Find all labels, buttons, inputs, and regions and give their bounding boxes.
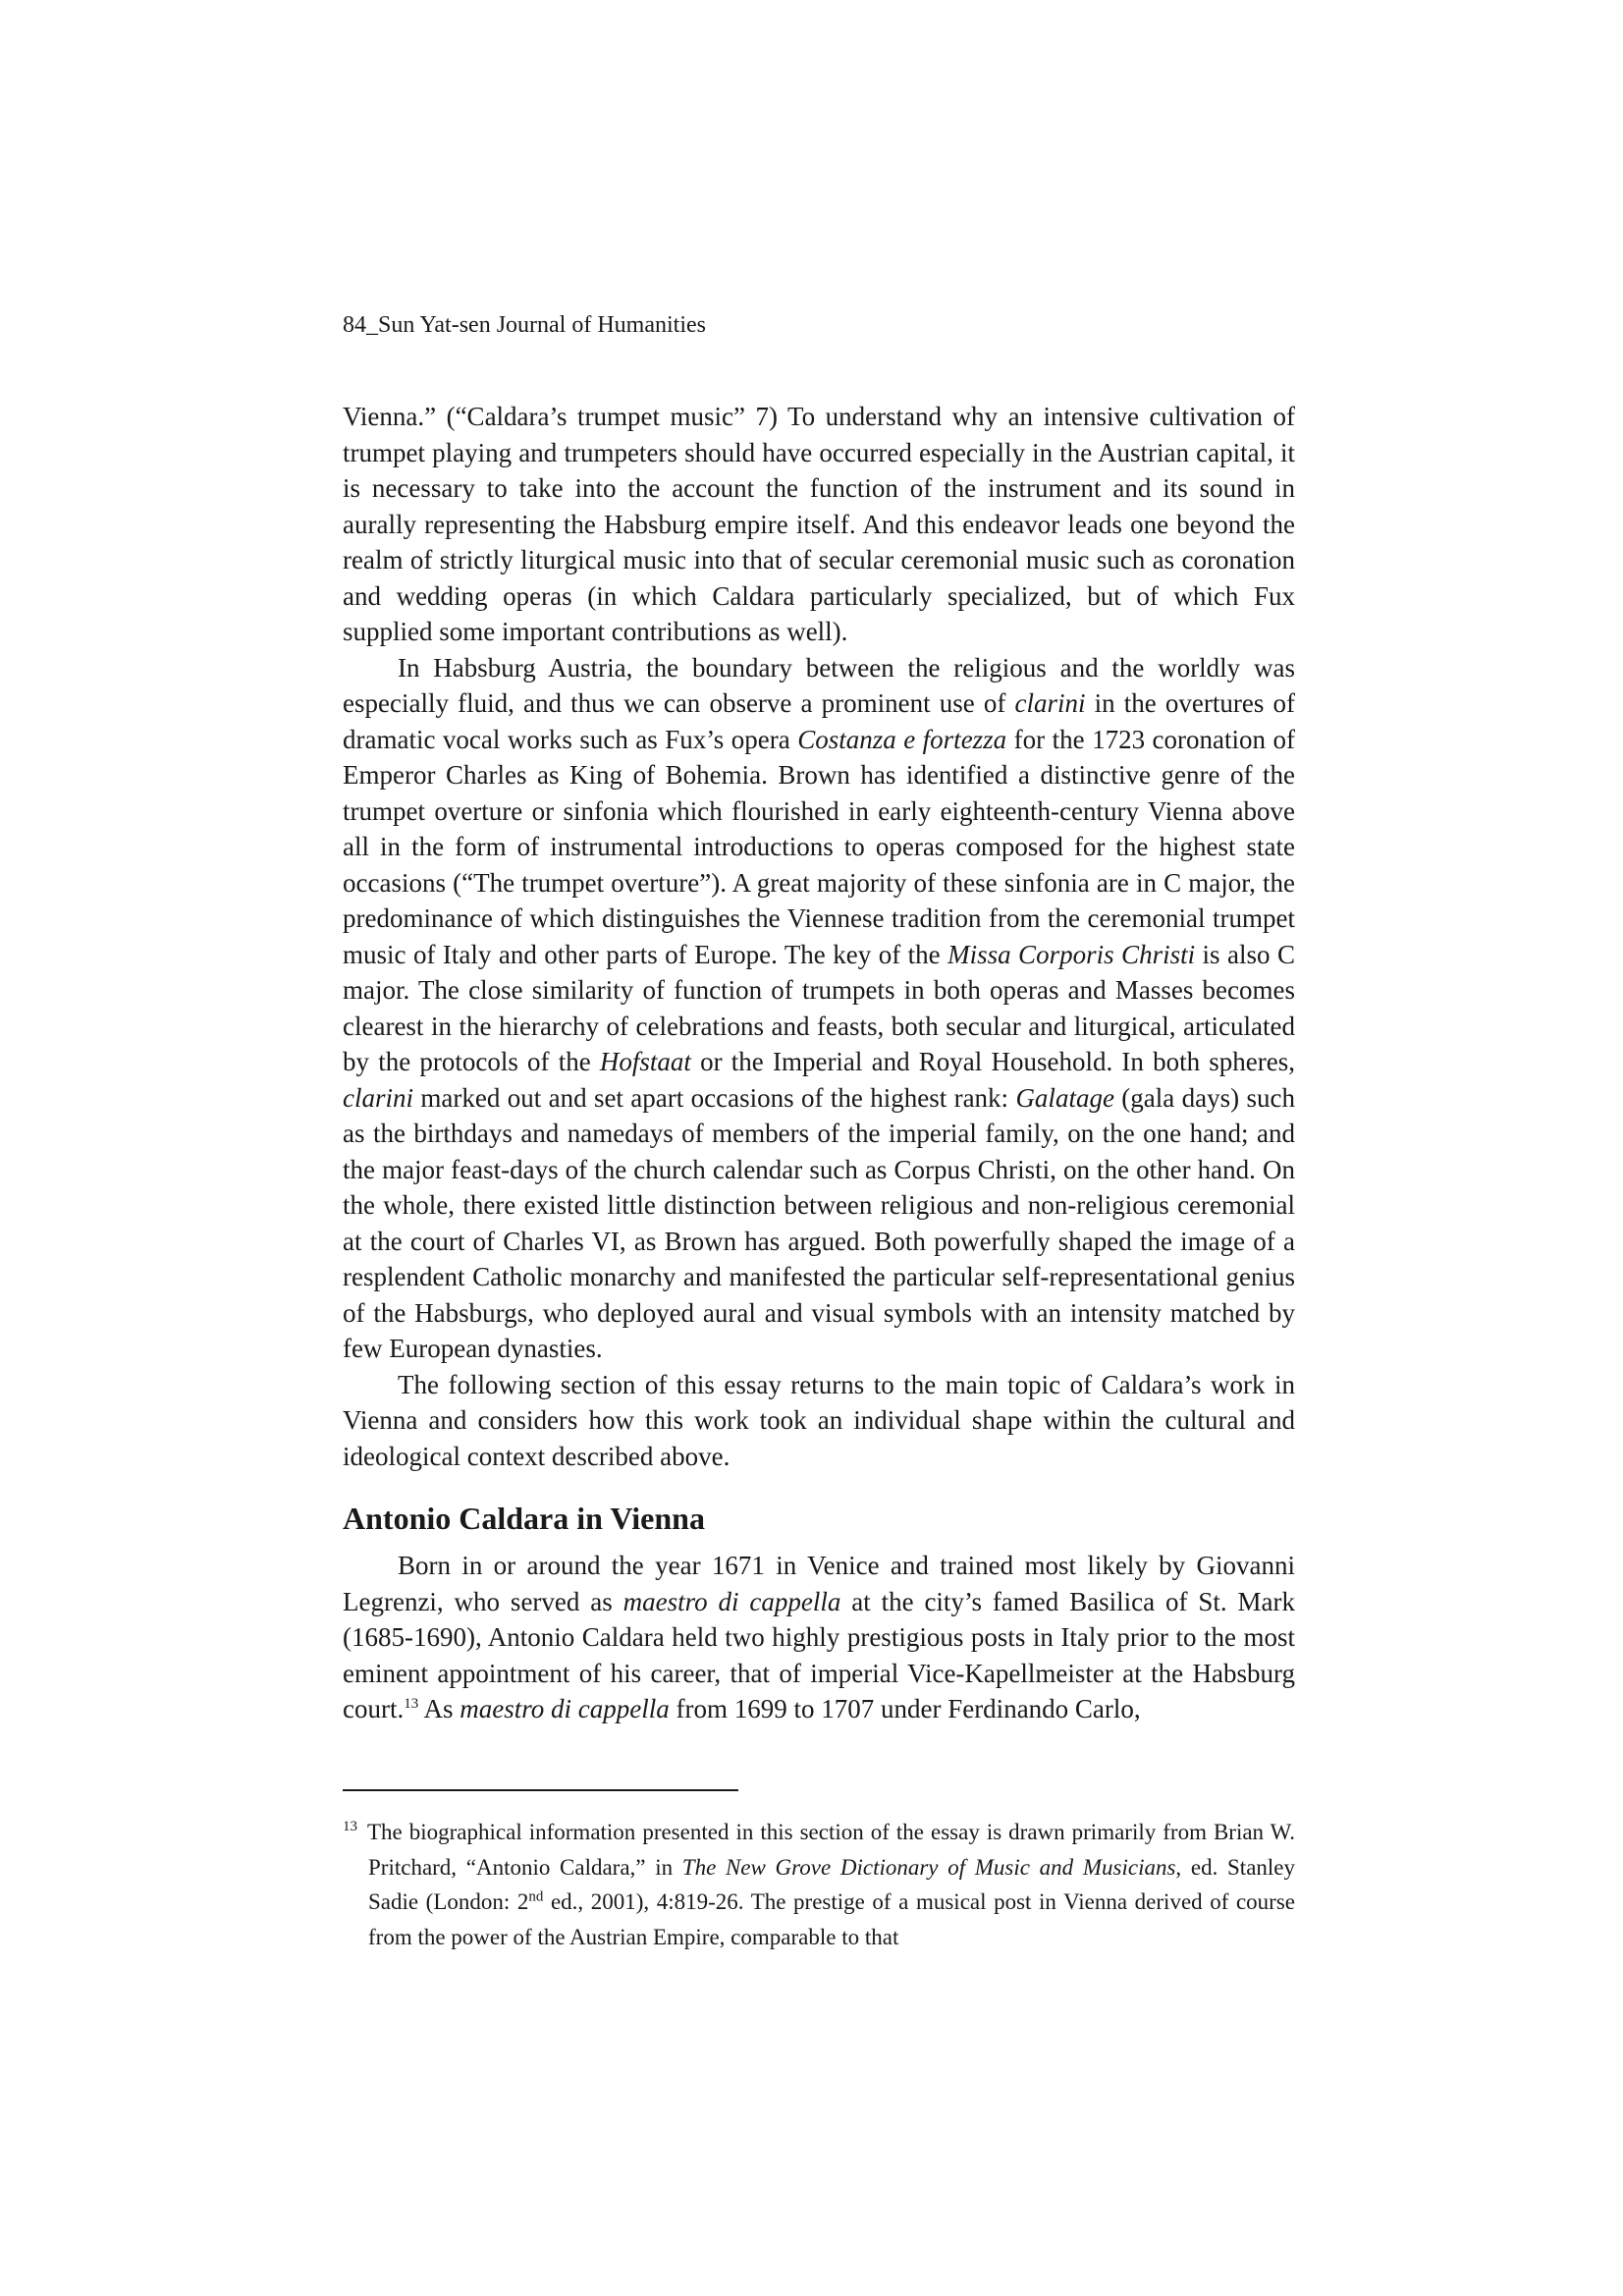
italic-term: maestro di cappella xyxy=(460,1694,670,1723)
running-head: 84_Sun Yat-sen Journal of Humanities xyxy=(343,312,706,338)
italic-term: clarini xyxy=(1014,688,1086,718)
italic-term: clarini xyxy=(343,1082,413,1113)
italic-title: Costanza e fortezza xyxy=(797,724,1007,754)
italic-title: The New Grove Dictionary of Music and Musicians xyxy=(681,1854,1176,1880)
italic-term: Galatage xyxy=(1015,1082,1114,1113)
italic-term: maestro di cappella xyxy=(622,1586,841,1616)
paragraph-3: The following section of this essay returns to the main topic of Caldara’s work in Vienna and considers how this work took an individual shape within the cultural and ideological context described above. xyxy=(343,1369,1295,1471)
section-heading: Antonio Caldara in Vienna xyxy=(343,1501,705,1536)
paragraph-2: In Habsburg Austria, the boundary between the religious and the worldly was especially fluid, and thus we can observe a prominent use of clarini in the overtures of dramatic vocal works such as Fux’s opera Costanza e fortezza for the 1723 coronation of Emperor Charles as King of Bohemia. Brown has identified a distinctive genre of the trumpet overture or sinfonia which flourished in early eighteenth-century Vienna above all in the form of instrumental introductions to operas composed for the highest state occasions (“The trumpet overture”). A great majority of these sinfonia are in C major, the predominance of which distinguishes the Viennese tradition from the ceremonial trumpet music of Italy and other parts of Europe. The key of the Missa Corporis Christi is also C major. The close similarity of function of trumpets in both operas and Masses becomes clearest in the hierarchy of celebrations and feasts, both secular and liturgical, articulated by the protocols of the Hofstaat or the Imperial and Royal Household. In both spheres, clarini marked out and set apart occasions of the highest rank: Galatage (gala days) such as the birthdays and namedays of members of the imperial family, on the one hand; and the major feast-days of the church calendar such as Corpus Christi, on the other hand. On the whole, there existed little distinction between religious and non-religious ceremonial at the court of Charles VI, as Brown has argued. Both powerfully shaped the image of a resplendent Catholic monarchy and manifested the particular self-representational genius of the Habsburgs, who deployed aural and visual symbols with an intensity matched by few European dynasties. xyxy=(343,652,1296,1363)
ordinal-suffix: nd xyxy=(528,1888,544,1905)
footnote-13: $^{13}$ The biographical information presented in this section of the essay is drawn primarily from Brian W. Pritchard, “Antonio Caldara,” in The New Grove Dictionary of Music and Musicians, ed. Stanley Sadie (London: 2nd ed., 2001), 4:819-26. The prestige of a musical post in Vienna derived of course from the power of the Austrian Empire, comparable to that xyxy=(343,1819,1295,1949)
footnote xyxy=(343,1815,1295,1954)
paragraph-1: Vienna.” (“Caldara’s trumpet music” 7) To understand why an intensive cultivation of trumpet playing and trumpeters should have occurred especially in the Austrian capital, it is necessary to take into the account the function of the instrument and its sound in aurally representing the Habsburg empire itself. And this endeavor leads one beyond the realm of strictly liturgical music into that of secular ceremonial music such as coronation and wedding operas (in which Caldara particularly specialized, but of which Fux supplied some important contributions as well). xyxy=(343,402,1295,646)
main-text xyxy=(343,399,1295,1727)
footnote-number: 13 xyxy=(343,1819,357,1835)
footnote-rule xyxy=(343,1789,738,1791)
italic-title: Missa Corporis Christi xyxy=(947,939,1196,969)
paragraph-4: Born in or around the year 1671 in Venice and trained most likely by Giovanni Legrenzi, who served as maestro di cappella at the city’s famed Basilica of St. Mark (1685-1690), Antonio Caldara held two highly prestigious posts in Italy prior to the most eminent appointment of his career, that of imperial Vice-Kapellmeister at the Habsburg court.$^{13}$ As maestro di cappella from 1699 to 1707 under Ferdinando Carlo, xyxy=(343,1551,1295,1723)
footnote-reference: 13 xyxy=(404,1696,419,1712)
italic-term: Hofstaat xyxy=(599,1047,691,1076)
